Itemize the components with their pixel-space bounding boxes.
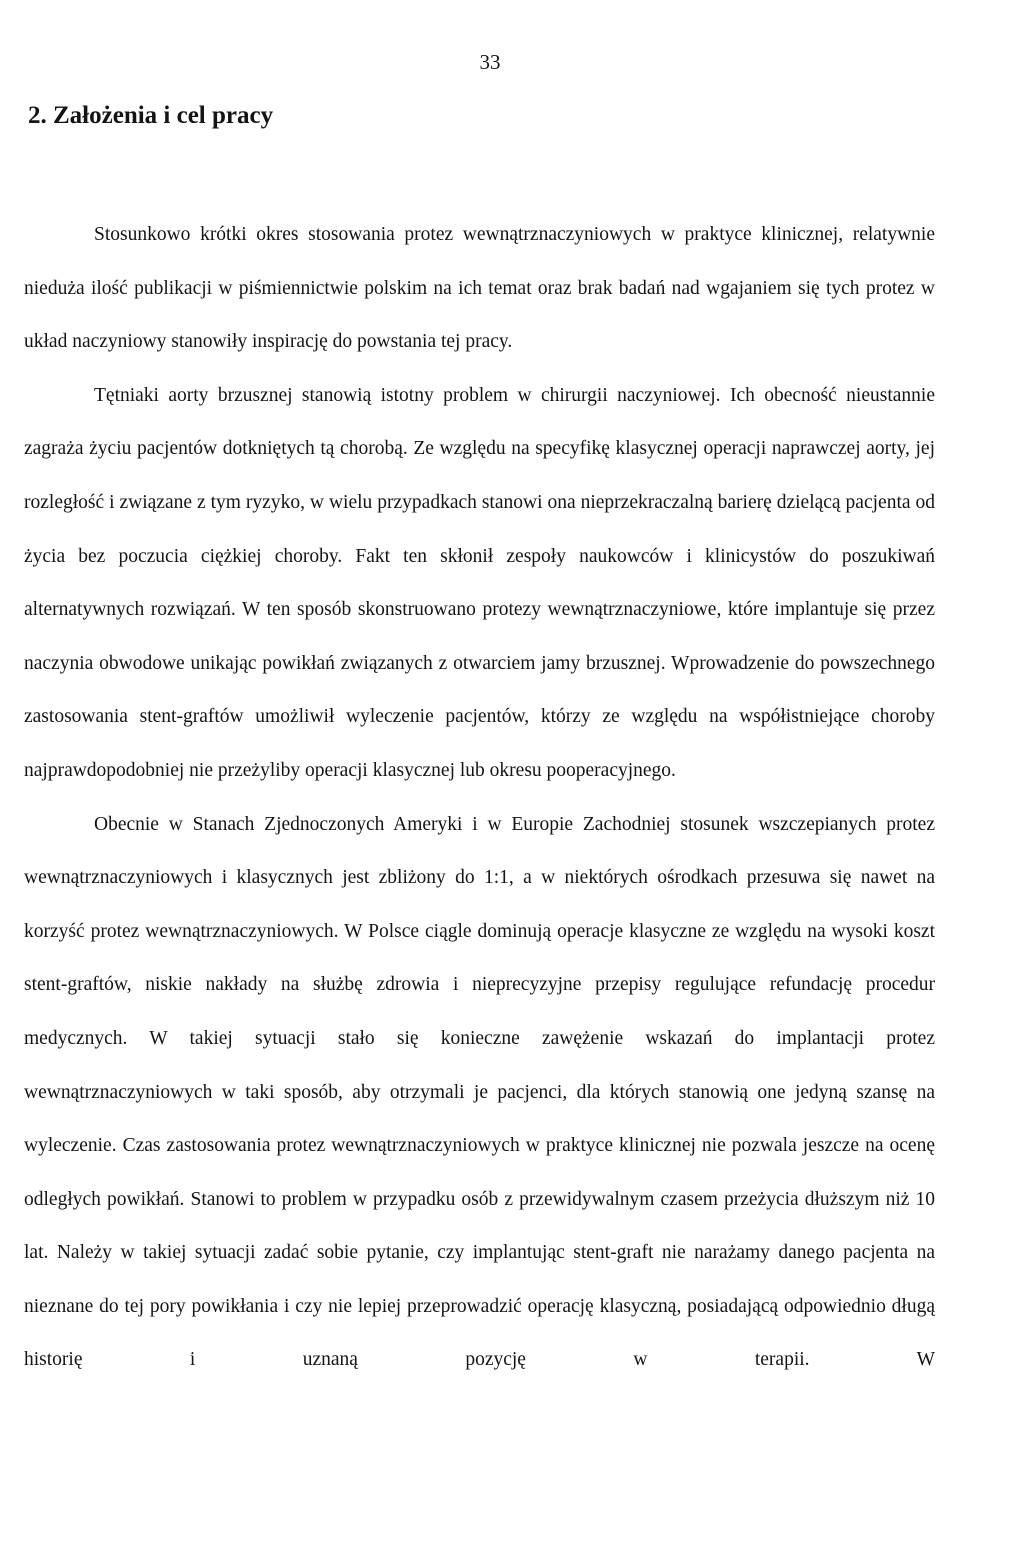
paragraph-aneurysm-problem: Tętniaki aorty brzusznej stanowią istotny problem w chirurgii naczyniowej. Ich obecność nieustannie zagraża życiu pacjentów dotkniętych tą chorobą. Ze względu na specyfikę klasycznej operacji naprawczej aorty, jej rozległość i związane z tym ryzyko, w wielu przypadkach stanowi ona nieprzekraczalną barierę dzielącą pacjenta od życia bez poczucia ciężkiej choroby. Fakt ten skłonił zespoły naukowców i klinicystów do poszukiwań alternatywnych rozwiązań. W ten sposób skonstruowano protezy wewnątrznaczyniowe, które implantuje się przez naczynia obwodowe unikając powikłań związanych z otwarciem jamy brzusznej. Wprowadzenie do powszechnego zastosowania stent-graftów umożliwił wyleczenie pacjentów, którzy ze względu na współistniejące choroby najprawdopodobniej nie przeżyliby operacji klasycznej lub okresu pooperacyjnego.: [24, 384, 935, 781]
section-heading: 2. Założenia i cel pracy: [28, 102, 274, 129]
paragraph-current-situation: Obecnie w Stanach Zjednoczonych Ameryki i w Europie Zachodniej stosunek wszczepianych protez wewnątrznaczyniowych i klasycznych jest zbliżony do 1:1, a w niektórych ośrodkach przesuwa się nawet na korzyść protez wewnątrznaczyniowych. W Polsce ciągle dominują operacje klasyczne ze względu na wysoki koszt stent-graftów, niskie nakłady na służbę zdrowia i nieprecyzyjne przepisy regulujące refundację procedur medycznych. W takiej sytuacji stało się konieczne zawężenie wskazań do implantacji protez wewnątrznaczyniowych w taki sposób, aby otrzymali je pacjenci, dla których stanowią one jedyną szansę na wyleczenie. Czas zastosowania protez wewnątrznaczyniowych w praktyce klinicznej nie pozwala jeszcze na ocenę odległych powikłań. Stanowi to problem w przypadku osób z przewidywalnym czasem przeżycia dłuższym niż 10 lat. Należy w takiej sytuacji zadać sobie pytanie, czy implantując stent-graft nie narażamy danego pacjenta na nieznane do tej pory powikłania i czy nie lepiej przeprowadzić operację klasyczną, posiadającą odpowiednio długą historię i uznaną pozycję w terapii. W: [24, 813, 935, 1371]
paragraph-motivation: Stosunkowo krótki okres stosowania protez wewnątrznaczyniowych w praktyce klinicznej, relatywnie nieduża ilość publikacji w piśmiennictwie polskim na ich temat oraz brak badań nad wgajaniem się tych protez w układ naczyniowy stanowiły inspirację do powstania tej pracy.: [24, 224, 935, 353]
page-number: 33: [479, 50, 501, 74]
body-text: [24, 208, 935, 1387]
